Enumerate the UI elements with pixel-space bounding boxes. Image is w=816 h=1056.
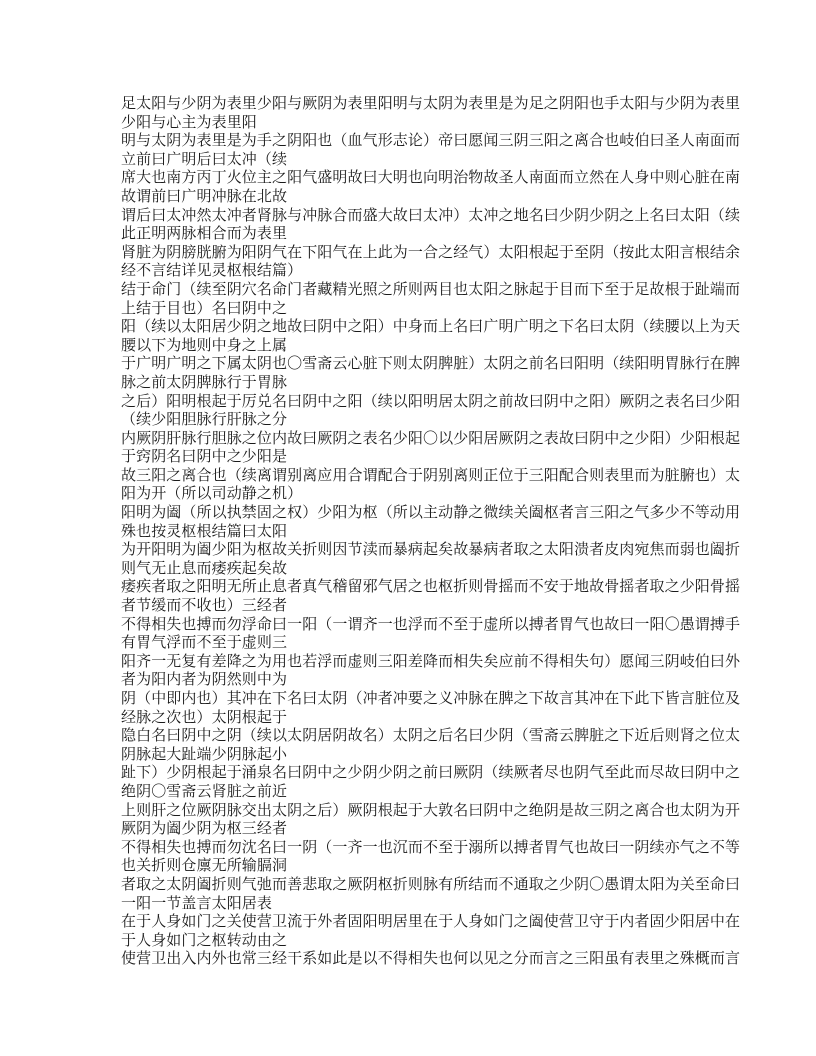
text-line: 内厥阴肝脉行胆脉之位内故曰厥阴之表名少阳〇以少阳居厥阴之表故曰阴中之少阳）少阳根起	[121, 428, 741, 447]
text-line: 阳（续以太阳居少阴之地故曰阴中之阳）中身而上名曰广明广明之下名曰太阴（续腰以上为天	[121, 317, 741, 336]
text-line: 阴（中即内也）其冲在下名曰太阴（冲者冲要之义冲脉在脾之下故言其冲在下此下皆言脏位及	[121, 689, 741, 707]
text-line: 一阳一节盖言太阳居表	[121, 893, 273, 912]
text-line: 明与太阴为表里是为手之阴阳也（血气形志论）帝曰愿闻三阴三阳之离合也岐伯曰圣人南面而	[121, 131, 741, 150]
text-line: 不得相失也搏而勿浮命曰一阳（一谓齐一也浮而不至于虚所以搏者胃气也故曰一阳〇愚谓搏手	[121, 614, 741, 633]
text-line: 上结于目也）名曰阴中之	[121, 298, 288, 317]
text-line: 于窍阴名曰阴中之少阳是	[121, 447, 288, 466]
text-line: 于人身如门之枢转动由之	[121, 930, 288, 949]
text-line: 腰以下为地则中身之上属	[121, 335, 288, 354]
text-line: 也关折则仓廪无所输膈洞	[121, 856, 288, 875]
text-line: 痿疾者取之阳明无所止息者真气稽留邪气居之也枢折则骨摇而不安于地故骨摇者取之少阳骨摇	[121, 577, 741, 596]
text-line: 阳齐一无复有差降之为用也若浮而虚则三阳差降而相失矣应前不得相失句）愿闻三阴岐伯曰外	[121, 651, 741, 670]
text-line: 厥阴为阖少阴为枢三经者	[121, 819, 288, 838]
text-line: 隐白名曰阴中之阴（续以太阴居阴故名）太阴之后名曰少阴（雪斋云脾脏之下近后则肾之位太	[121, 726, 741, 745]
text-line: 结于命门（续至阴穴名命门者藏精光照之所则两目也太阳之脉起于目而下至于足故根于趾端而	[121, 279, 741, 298]
text-line: 于广明广明之下属太阴也〇雪斋云心脏下则太阴脾脏）太阴之前名曰阳明（续阳明胃脉行在脾	[121, 354, 741, 373]
text-line: 殊也按灵枢根结篇曰太阳	[121, 521, 288, 540]
text-line: 肾脏为阴膀胱腑为阳阴气在下阳气在上此为一合之经气）太阳根起于至阴（按此太阳言根结余	[121, 242, 741, 261]
text-line: 为开阳明为阖少阳为枢故关折则因节渎而暴病起矣故暴病者取之太阳溃者皮肉宛焦而弱也阖折	[121, 540, 741, 559]
text-line: 经脉之次也）太阴根起于	[121, 707, 288, 726]
text-line: 脉之前太阴脾脉行于胃脉	[121, 372, 288, 391]
text-line: 经不言结详见灵枢根结篇）	[121, 261, 303, 280]
text-line: 故三阳之离合也（续离谓别离应用合谓配合于阴别离则正位于三阳配合则表里而为脏腑也）太	[121, 465, 741, 484]
text-line: 席大也南方丙丁火位主之阳气盛明故曰大明也向明治物故圣人南面而立然在人身中则心脏在南	[121, 168, 741, 187]
text-line: 之后）阳明根起于厉兑名曰阴中之阳（续以阳明居太阴之前故曰阴中之阳）厥阴之表名曰少阳	[121, 391, 741, 410]
text-line: 上则肝之位厥阴脉交出太阴之后）厥阴根起于大敦名曰阴中之绝阴是故三阴之离合也太阴为开	[121, 800, 741, 819]
text-line: 谓后曰太冲然太冲者肾脉与冲脉合而盛大故曰太冲）太冲之地名曰少阴少阴之上名曰太阳（续	[121, 205, 741, 224]
text-line: （续少阳胆脉行肝脉之分	[121, 410, 288, 429]
text-line: 者节缓而不收也）三经者	[121, 596, 288, 615]
text-line: 者为阳内者为阴然则中为	[121, 670, 288, 689]
text-line: 在于人身如门之关使营卫流于外者固阳明居里在于人身如门之阖使营卫守于内者固少阳居中在	[121, 912, 741, 931]
text-line: 者取之太阴阖折则气弛而善悲取之厥阴枢折则脉有所结而不通取之少阴〇愚谓太阳为关至命曰	[121, 874, 741, 893]
text-line: 不得相失也搏而勿沈名曰一阴（一齐一也沉而不至于溺所以搏者胃气也故曰一阴续亦气之不等	[121, 837, 741, 856]
text-line: 有胃气浮而不至于虚则三	[121, 633, 288, 652]
text-line: 此正明两脉相合而为表里	[121, 224, 288, 243]
text-line: 趾下）少阴根起于涌泉名曰阴中之少阴少阴之前曰厥阴（续厥者尽也阴气至此而尽故曰阴中之	[121, 763, 741, 782]
text-line: 立前曰广明后曰太冲（续	[121, 149, 288, 168]
text-line: 少阳与心主为表里阳	[121, 112, 257, 131]
text-line: 阴脉起大趾端少阴脉起小	[121, 744, 288, 763]
text-line: 阳明为阖（所以执禁固之权）少阳为枢（所以主动静之微续关阖枢者言三阳之气多少不等动用	[121, 503, 741, 522]
text-line: 故谓前曰广明冲脉在北故	[121, 186, 288, 205]
text-line: 阳为开（所以司动静之机）	[121, 484, 303, 503]
text-line: 使营卫出入内外也常三经干系如此是以不得相失也何以见之分而言之三阳虽有表里之殊概而言	[121, 949, 741, 968]
text-line: 则气无止息而痿疾起矣故	[121, 558, 288, 577]
text-line: 足太阳与少阴为表里少阳与厥阴为表里阳明与太阴为表里是为足之阴阳也手太阳与少阴为表里	[121, 94, 741, 112]
document-page	[121, 94, 741, 968]
text-line: 绝阴〇雪斋云肾脏之前近	[121, 781, 288, 800]
